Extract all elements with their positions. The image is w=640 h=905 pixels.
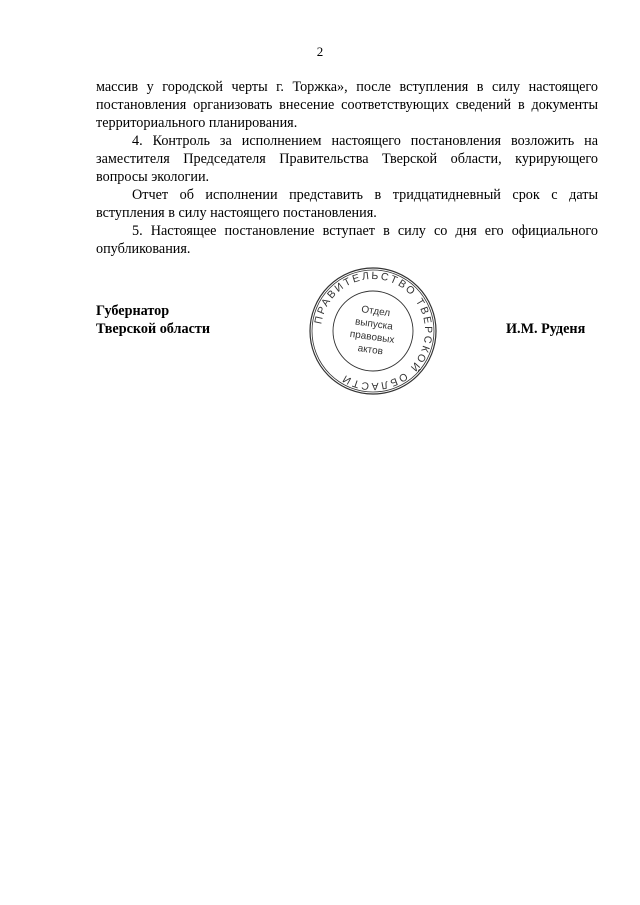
- page-number: 2: [316, 44, 324, 59]
- paragraph-item-5: 5. Настоящее постановление вступает в силу со дня его официального опубликования.: [96, 223, 598, 257]
- svg-text:правовых: правовых: [349, 328, 396, 347]
- signatory-position-line1: Губернатор: [96, 303, 170, 319]
- svg-text:актов: актов: [356, 343, 384, 358]
- official-stamp: [308, 266, 438, 396]
- paragraph-continuation: массив у городской черты г. Торжка», после вступления в силу настоящего постановления организовать внесение соответствующих сведений в документы территориального планирования.: [96, 79, 598, 131]
- paragraph-report: Отчет об исполнении представить в тридцатидневный срок с даты вступления в силу настоящего постановления.: [96, 187, 598, 221]
- document-body: [96, 78, 598, 258]
- signatory-position: [96, 302, 210, 338]
- signatory-position-line2: Тверской области: [96, 321, 211, 337]
- svg-text:Отдел: Отдел: [360, 304, 391, 320]
- signatory-name: И.М. Руденя: [506, 321, 586, 337]
- paragraph-item-4: 4. Контроль за исполнением настоящего постановления возложить на заместителя Председателя Правительства Тверской области, курирующего вопросы экологии.: [96, 133, 598, 185]
- stamp-seal-icon: [308, 266, 438, 396]
- svg-text:ПРАВИТЕЛЬСТВО ТВЕРСКОЙ ОБЛАСТИ: ПРАВИТЕЛЬСТВО ТВЕРСКОЙ ОБЛАСТИ: [312, 269, 435, 393]
- svg-text:выпуска: выпуска: [354, 316, 394, 333]
